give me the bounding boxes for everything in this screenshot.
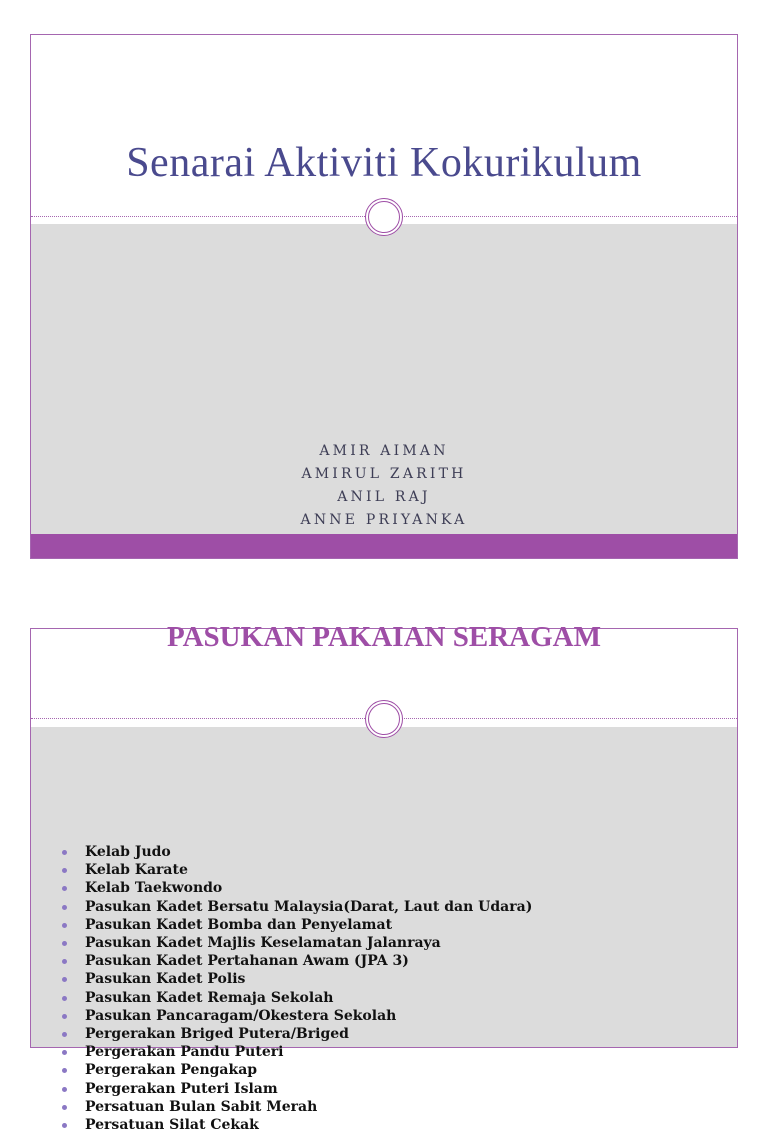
bullet-icon [62, 1032, 67, 1037]
list-item [59, 952, 532, 970]
list-item-label: Kelab Judo [85, 844, 171, 860]
bullet-icon [62, 959, 67, 964]
list-item [59, 916, 532, 934]
list-item [59, 989, 532, 1007]
footer-bar [31, 534, 737, 558]
author-name: AMIR AIMAN [319, 443, 449, 459]
bullet-icon [62, 886, 67, 891]
list-item [59, 1061, 532, 1079]
bullet-icon [62, 1014, 67, 1019]
bullet-icon [62, 1087, 67, 1092]
bullet-icon [62, 941, 67, 946]
bullet-icon [62, 868, 67, 873]
list-item [59, 843, 532, 861]
list-item-label: Pasukan Kadet Majlis Keselamatan Jalanraya [85, 935, 441, 952]
author-name: AMIRUL ZARITH [301, 466, 467, 482]
list-item-label: Pergerakan Briged Putera/Briged [85, 1026, 349, 1043]
bullet-icon [62, 905, 67, 910]
activity-list [59, 843, 532, 1134]
list-item-label: Pasukan Kadet Remaja Sekolah [85, 989, 334, 1006]
content-slide [30, 621, 738, 1134]
circle-ornament-icon [365, 198, 403, 236]
list-item [59, 1116, 532, 1134]
list-item-label: Pasukan Kadet Bersatu Malaysia(Darat, Laut dan Udara) [85, 898, 533, 915]
list-item [59, 1080, 532, 1098]
bullet-icon [62, 1123, 67, 1128]
bullet-icon [62, 1105, 67, 1110]
list-item [59, 898, 532, 916]
subtitle-panel [31, 224, 737, 534]
slide-title: Senarai Aktiviti Kokurikulum [126, 140, 642, 186]
list-item [59, 1098, 532, 1116]
list-item [59, 934, 532, 952]
list-item-label: Pasukan Kadet Polis [85, 971, 246, 988]
list-item-label: Kelab Taekwondo [85, 880, 223, 897]
bullet-icon [62, 977, 67, 982]
bullet-icon [62, 1068, 67, 1073]
list-item-label: Persatuan Bulan Sabit Merah [85, 1098, 318, 1115]
list-item-label: Pergerakan Pandu Puteri [85, 1044, 284, 1061]
list-item [59, 861, 532, 879]
list-item-label: Pasukan Kadet Pertahanan Awam (JPA 3) [85, 953, 409, 970]
bullet-icon [62, 850, 67, 855]
list-item [59, 879, 532, 897]
list-item [59, 970, 532, 988]
slide-title: PASUKAN PAKAIAN SERAGAM [167, 621, 601, 653]
list-item-label: Persatuan Silat Cekak [85, 1117, 259, 1134]
list-item-label: Pergerakan Puteri Islam [85, 1080, 278, 1097]
title-slide [30, 34, 738, 559]
bullet-icon [62, 1050, 67, 1055]
list-item-label: Pasukan Pancaragam/Okestera Sekolah [85, 1007, 397, 1024]
list-item-label: Kelab Karate [85, 862, 188, 879]
circle-ornament-icon [365, 700, 403, 738]
content-panel [31, 727, 737, 1134]
list-item-label: Pasukan Kadet Bomba dan Penyelamat [85, 916, 393, 933]
list-item [59, 1007, 532, 1025]
author-name: ANIL RAJ [337, 489, 431, 505]
bullet-icon [62, 996, 67, 1001]
list-item [59, 1025, 532, 1043]
list-item-label: Pergerakan Pengakap [85, 1062, 258, 1079]
list-item [59, 1043, 532, 1061]
bullet-icon [62, 923, 67, 928]
author-name: ANNE PRIYANKA [300, 512, 468, 528]
